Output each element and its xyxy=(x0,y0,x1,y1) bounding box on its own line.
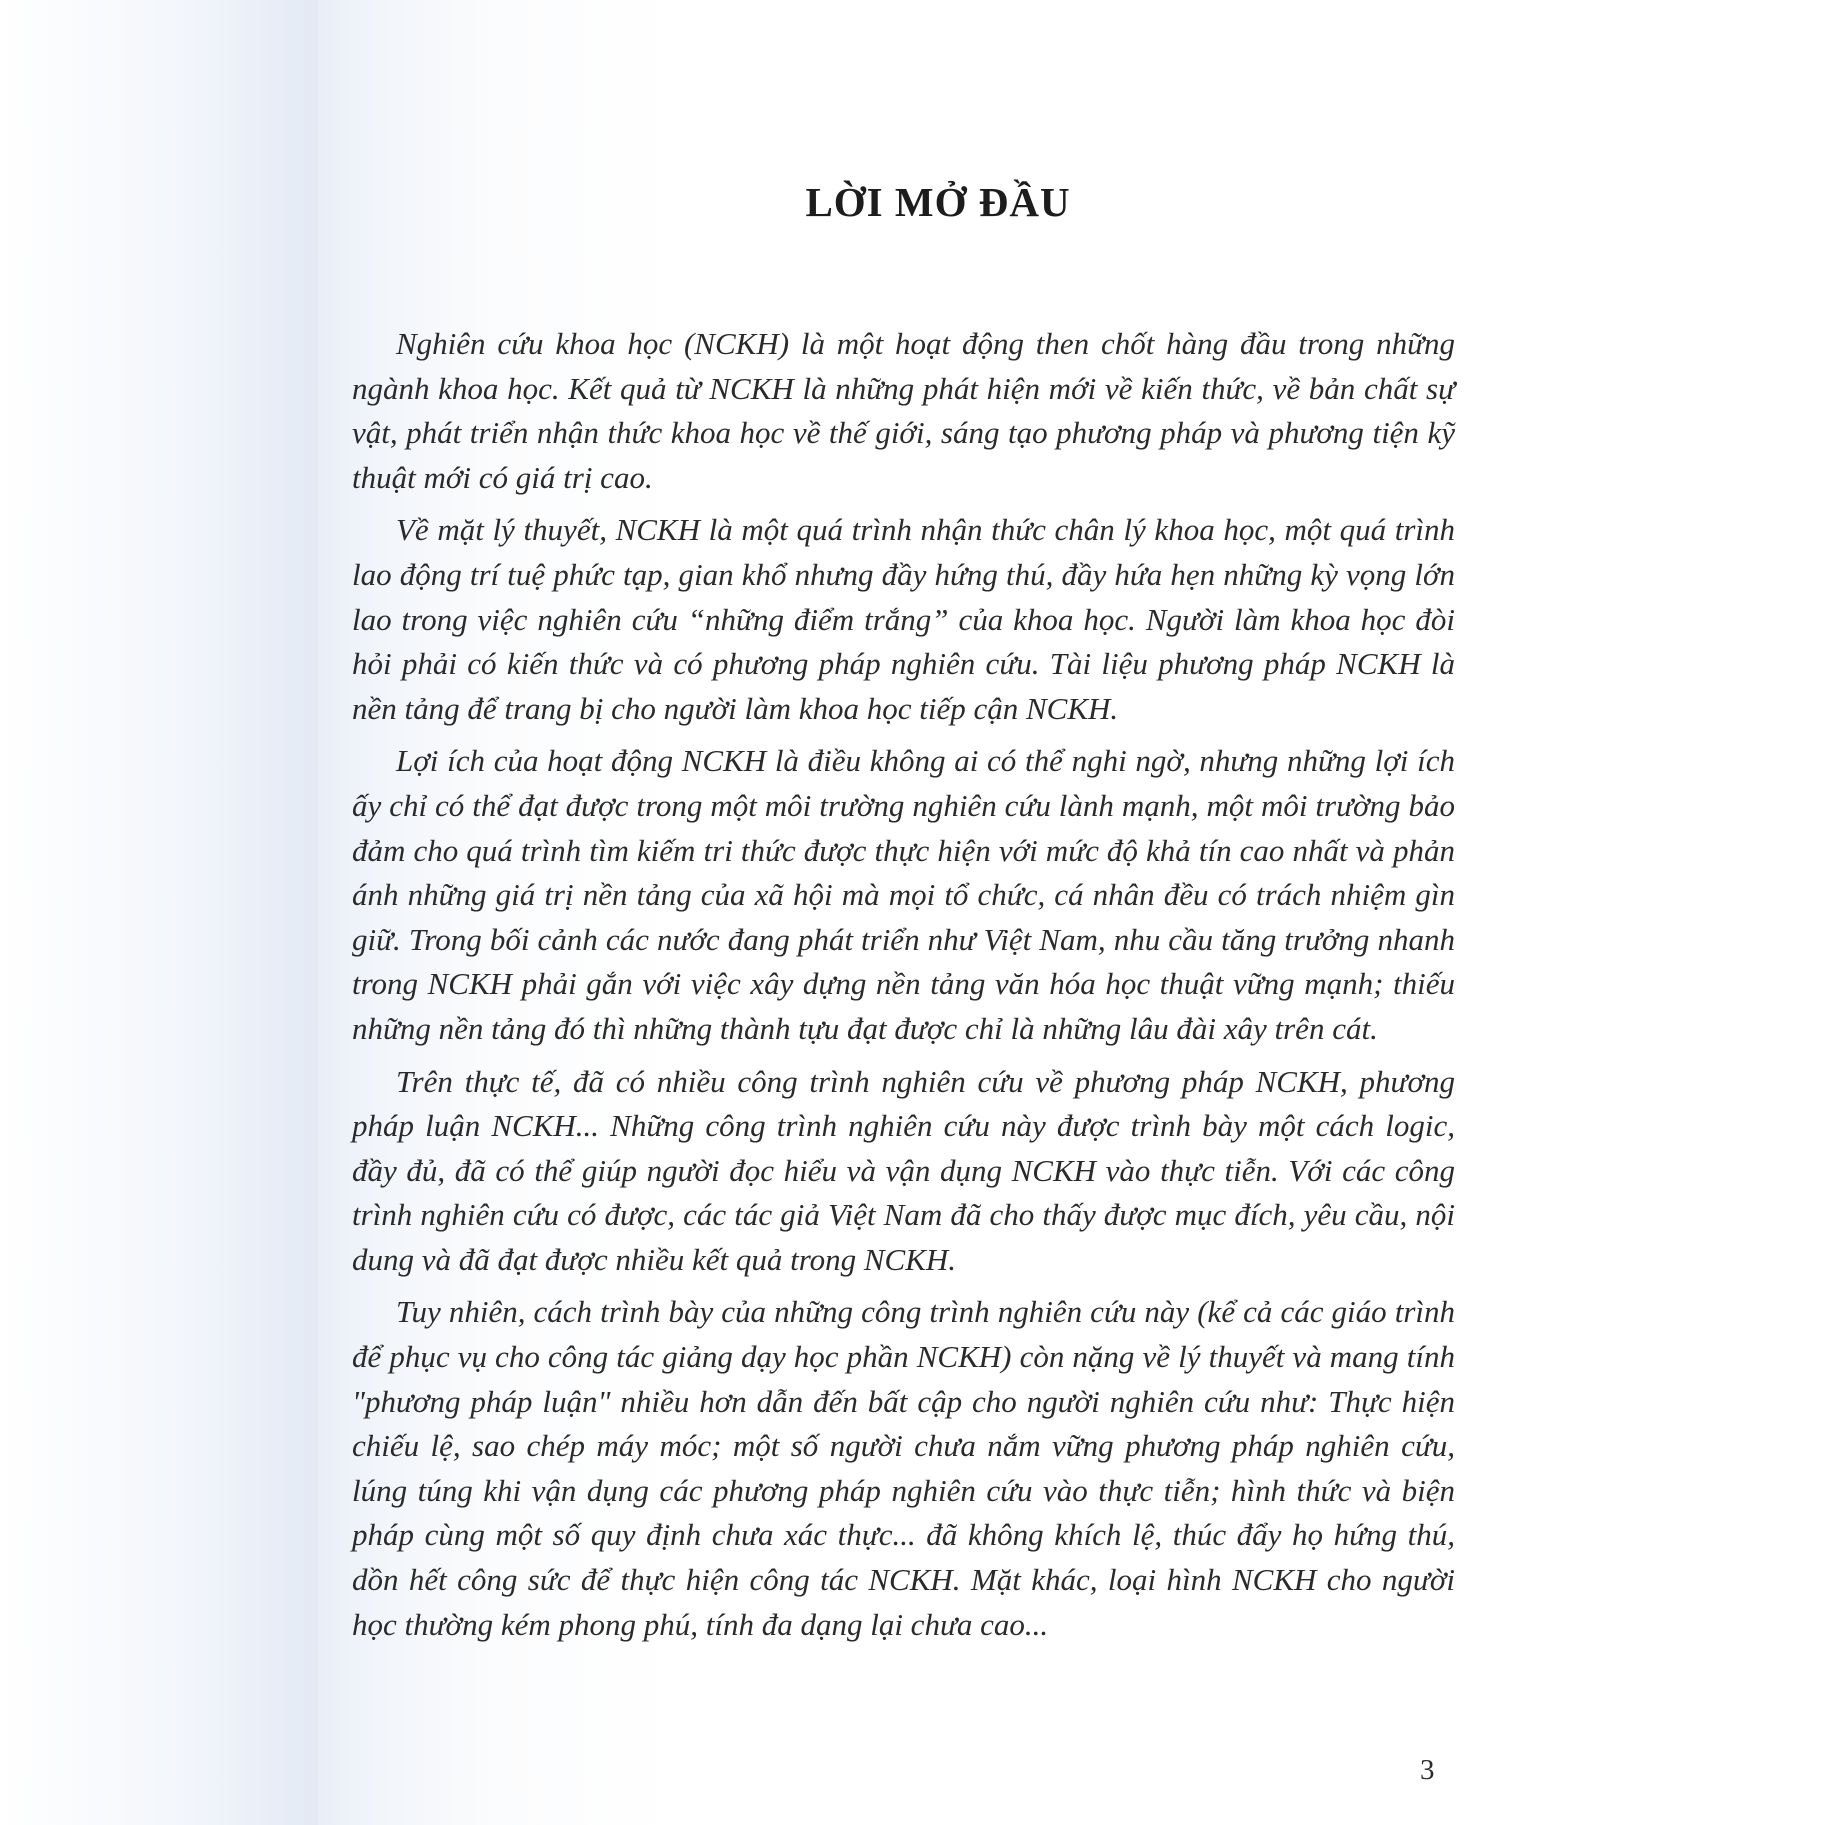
page-title: LỜI MỞ ĐẦU xyxy=(805,179,1071,225)
paragraph-5: Tuy nhiên, cách trình bày của những công trình nghiên cứu này (kể cả các giáo trình để phục vụ cho công tác giảng dạy học phần NCKH) còn nặng về lý thuyết và mang tính "phương pháp luận" nhiều hơn dẫn đến bất cập cho người nghiên cứu như: Thực hiện chiếu lệ, sao chép máy móc; một số người chưa nắm vững phương pháp nghiên cứu, lúng túng khi vận dụng các phương pháp nghiên cứu vào thực tiễn; hình thức và biện pháp cùng một số quy định chưa xác thực... đã không khích lệ, thúc đẩy họ hứng thú, dồn hết công sức để thực hiện công tác NCKH. Mặt khác, loại hình NCKH cho người học thường kém phong phú, tính đa dạng lại chưa cao... xyxy=(352,1294,1455,1642)
spine-shadow xyxy=(0,0,330,1825)
paragraph-3: Lợi ích của hoạt động NCKH là điều không ai có thể nghi ngờ, nhưng những lợi ích ấy chỉ có thể đạt được trong một môi trường nghiên cứu lành mạnh, một môi trường bảo đảm cho quá trình tìm kiếm tri thức được thực hiện với mức độ khả tín cao nhất và phản ánh những giá trị nền tảng của xã hội mà mọi tổ chức, cá nhân đều có trách nhiệm gìn giữ. Trong bối cảnh các nước đang phát triển như Việt Nam, nhu cầu tăng trưởng nhanh trong NCKH phải gắn với việc xây dựng nền tảng văn hóa học thuật vững mạnh; thiếu những nền tảng đó thì những thành tựu đạt được chỉ là những lâu đài xây trên cát. xyxy=(352,743,1455,1046)
paragraph-4: Trên thực tế, đã có nhiều công trình nghiên cứu về phương pháp NCKH, phương pháp luận NCKH... Những công trình nghiên cứu này được trình bày một cách logic, đầy đủ, đã có thể giúp người đọc hiểu và vận dụng NCKH vào thực tiễn. Với các công trình nghiên cứu có được, các tác giả Việt Nam đã cho thấy được mục đích, yêu cầu, nội dung và đã đạt được nhiều kết quả trong NCKH. xyxy=(352,1063,1455,1277)
paragraph-2: Về mặt lý thuyết, NCKH là một quá trình nhận thức chân lý khoa học, một quá trình lao động trí tuệ phức tạp, gian khổ nhưng đầy hứng thú, đầy hứa hẹn những kỳ vọng lớn lao trong việc nghiên cứu “những điểm trắng” của khoa học. Người làm khoa học đòi hỏi phải có kiến thức và có phương pháp nghiên cứu. Tài liệu phương pháp NCKH là nền tảng để trang bị cho người làm khoa học tiếp cận NCKH. xyxy=(352,512,1455,726)
body-text xyxy=(352,322,1455,1655)
page-number: 3 xyxy=(1420,1754,1435,1786)
paragraph-1: Nghiên cứu khoa học (NCKH) là một hoạt động then chốt hàng đầu trong những ngành khoa học. Kết quả từ NCKH là những phát hiện mới về kiến thức, về bản chất sự vật, phát triển nhận thức khoa học về thế giới, sáng tạo phương pháp và phương tiện kỹ thuật mới có giá trị cao. xyxy=(352,326,1455,495)
